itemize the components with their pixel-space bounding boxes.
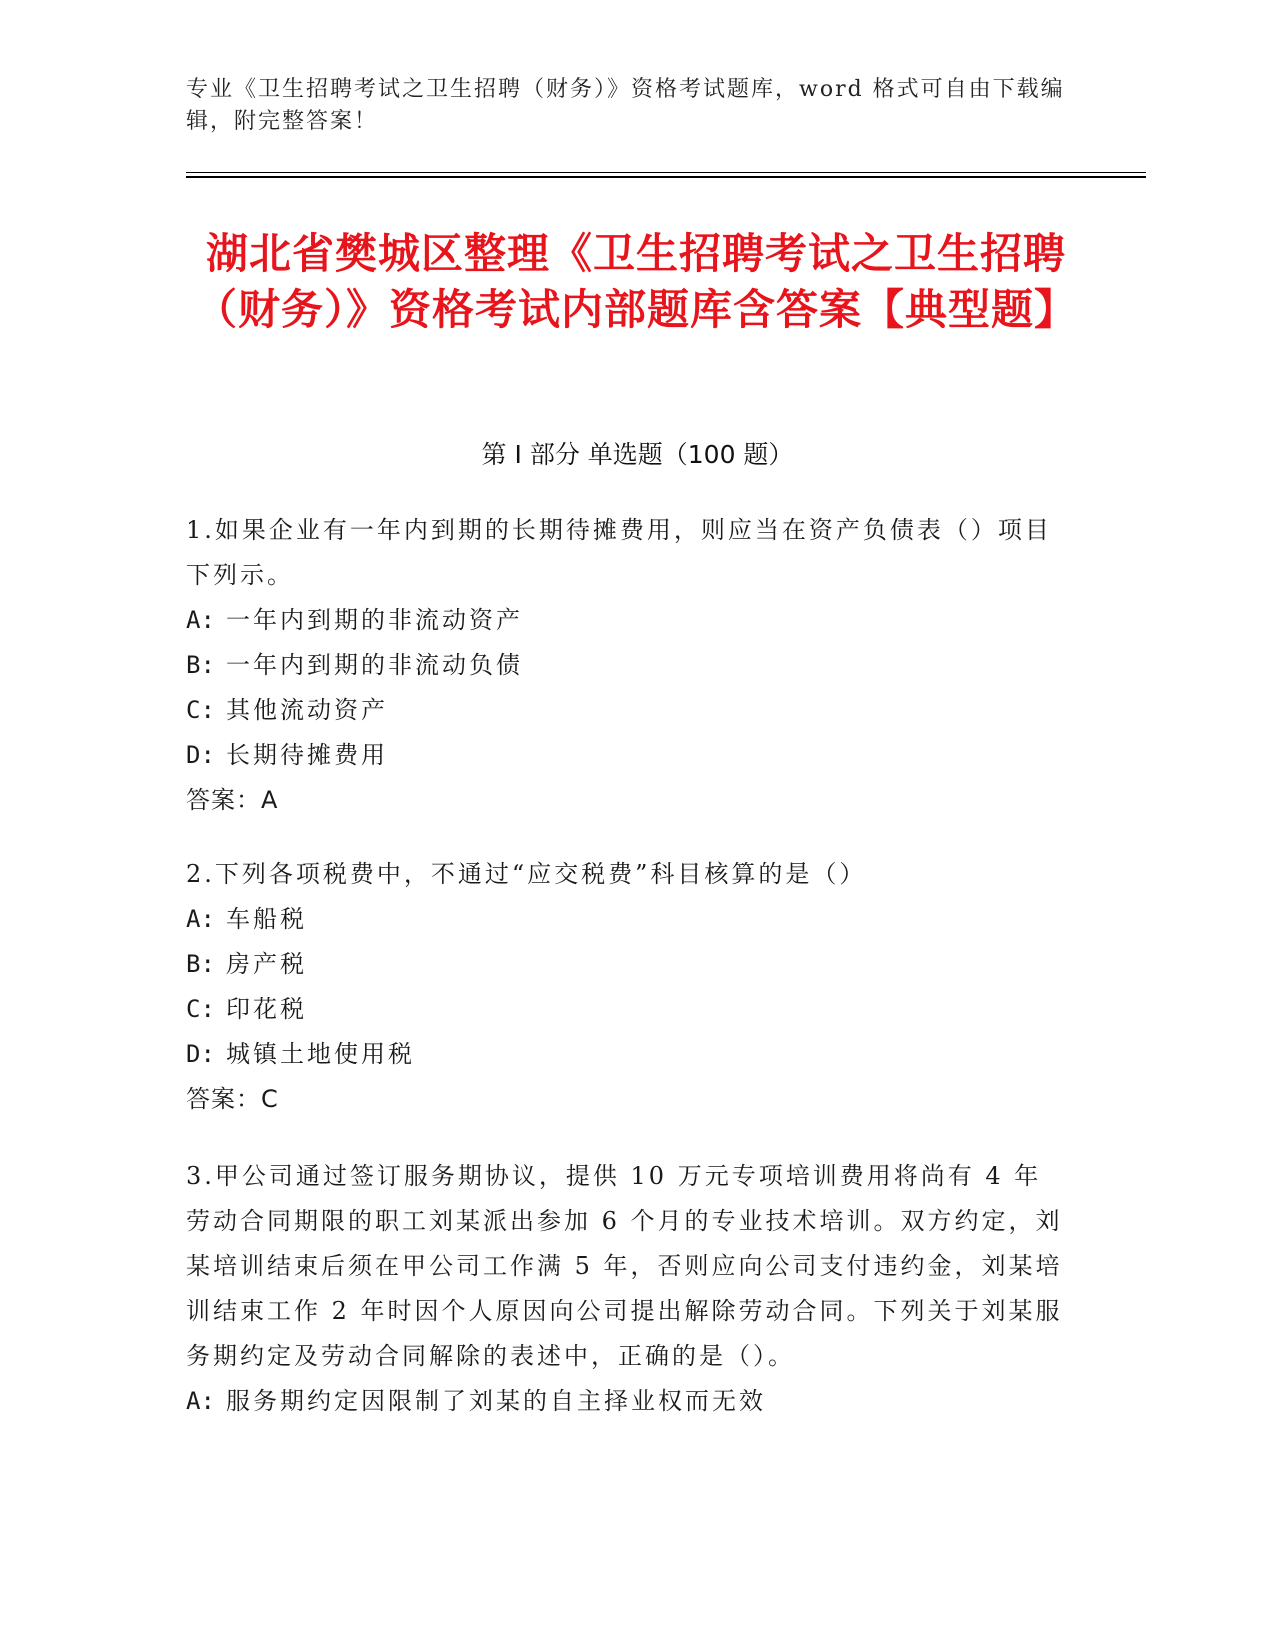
option-c xyxy=(186,987,1066,1032)
option-letter: D: xyxy=(186,741,215,769)
question-2 xyxy=(186,852,1066,1122)
option-text: 房产税 xyxy=(226,950,307,978)
option-text: 长期待摊费用 xyxy=(226,741,388,769)
option-c xyxy=(186,688,1066,733)
option-b xyxy=(186,643,1066,688)
option-letter: B: xyxy=(186,651,215,679)
option-a xyxy=(186,897,1066,942)
option-letter: A: xyxy=(186,905,215,933)
option-text: 服务期约定因限制了刘某的自主择业权而无效 xyxy=(226,1387,766,1415)
option-letter: C: xyxy=(186,696,215,724)
option-text: 印花税 xyxy=(226,995,307,1023)
header-divider-thick xyxy=(186,176,1146,178)
option-a xyxy=(186,1379,1066,1424)
answer-line: 答案：C xyxy=(186,1085,279,1113)
header-note: 专业《卫生招聘考试之卫生招聘（财务）》资格考试题库，word 格式可自由下载编辑，附完整答案！ xyxy=(186,77,1065,134)
header-divider-thin xyxy=(186,172,1146,173)
option-letter: C: xyxy=(186,995,215,1023)
option-b xyxy=(186,942,1066,987)
question-1 xyxy=(186,508,1066,823)
option-a xyxy=(186,598,1066,643)
option-text: 一年内到期的非流动负债 xyxy=(226,651,523,679)
question-3 xyxy=(186,1154,1066,1424)
option-letter: A: xyxy=(186,606,215,634)
option-text: 城镇土地使用税 xyxy=(226,1040,415,1068)
option-text: 车船税 xyxy=(226,905,307,933)
option-text: 其他流动资产 xyxy=(226,696,388,724)
answer-line: 答案：A xyxy=(186,786,279,814)
option-letter: A: xyxy=(186,1387,215,1415)
option-d xyxy=(186,733,1066,778)
option-d xyxy=(186,1032,1066,1077)
question-stem: 2.下列各项税费中，不通过“应交税费”科目核算的是（） xyxy=(186,860,867,888)
document-title: 湖北省樊城区整理《卫生招聘考试之卫生招聘（财务）》资格考试内部题库含答案【典型题】 xyxy=(194,229,1077,334)
option-letter: B: xyxy=(186,950,215,978)
option-letter: D: xyxy=(186,1040,215,1068)
question-stem: 1.如果企业有一年内到期的长期待摊费用，则应当在资产负债表（）项目下列示。 xyxy=(186,516,1052,589)
question-stem: 3.甲公司通过签订服务期协议，提供 10 万元专项培训费用将尚有 4 年劳动合同期限的职工刘某派出参加 6 个月的专业技术培训。双方约定，刘某培训结束后须在甲公司工作满 5 年，否则应向公司支付违约金，刘某培训结束工作 2 年时因个人原因向公司提出解除劳动合同。下列关于刘某服务期约定及劳动合同解除的表述中，正确的是（）。 xyxy=(186,1162,1063,1370)
section-heading: 第 I 部分 单选题（100 题） xyxy=(481,440,794,469)
option-text: 一年内到期的非流动资产 xyxy=(226,606,523,634)
